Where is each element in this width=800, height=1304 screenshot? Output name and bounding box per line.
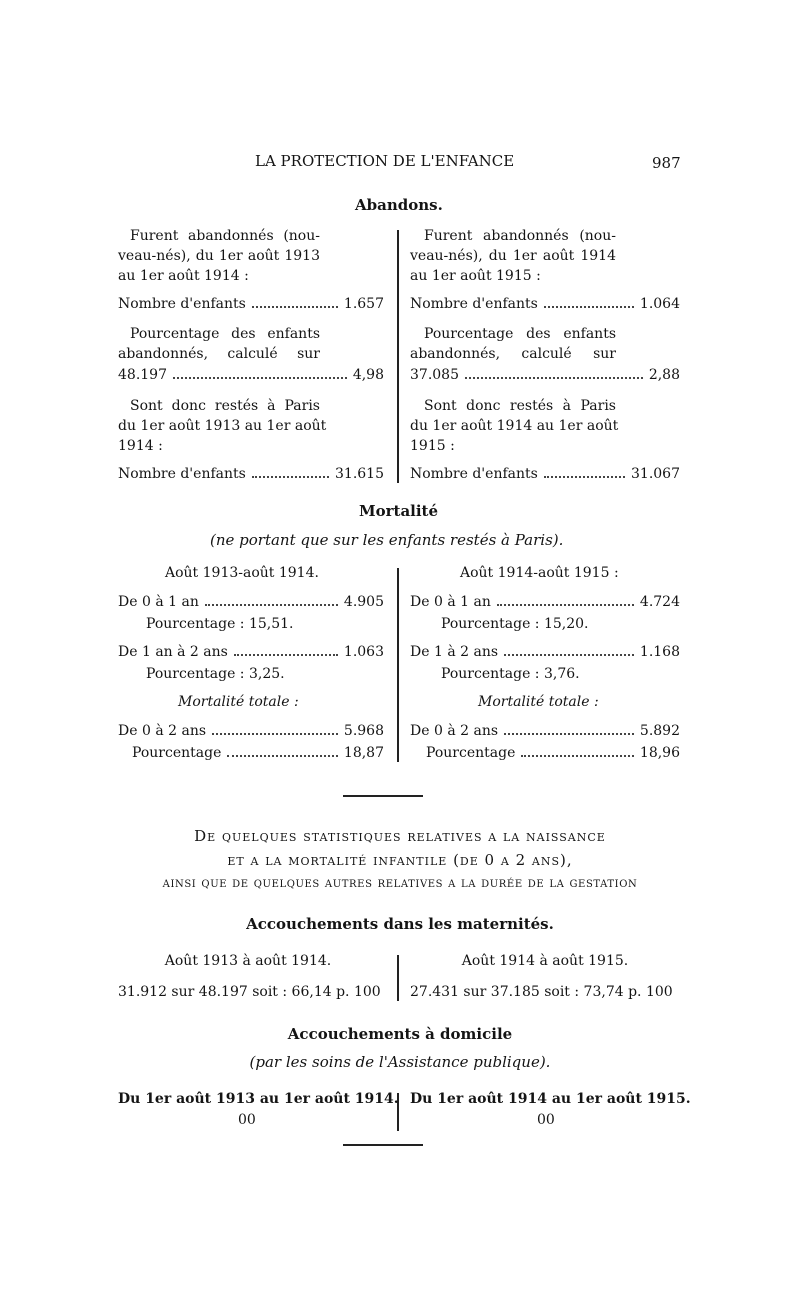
domicile-right-period: Du 1er août 1914 au 1er août 1915. xyxy=(410,1091,691,1107)
row-value: 1.657 xyxy=(343,296,384,312)
mortalite-right-r1 xyxy=(410,594,680,610)
row-value: 18,96 xyxy=(639,745,680,761)
abandons-left-remain-row xyxy=(118,466,384,482)
mortalite-right-r3 xyxy=(410,723,680,739)
row-label: Nombre d'enfants xyxy=(410,466,538,482)
row-label: 37.085 xyxy=(410,367,459,383)
section-heading-line2: et a la mortalité infantile (de 0 a 2 ans), xyxy=(227,851,573,869)
rest-line: 1915 : xyxy=(410,438,455,454)
row-label: 48.197 xyxy=(118,367,167,383)
row-label: De 0 à 2 ans xyxy=(410,723,499,739)
page-number: 987 xyxy=(652,154,681,172)
row-value: 5.892 xyxy=(639,723,680,739)
abandons-right-rest-text xyxy=(410,396,619,456)
row-value: 4.724 xyxy=(639,594,680,610)
intro-line: veau-nés), du 1er août 1914 xyxy=(410,248,616,264)
abandons-right-count-row xyxy=(410,296,680,312)
pct-line: abandonnés, calculé sur xyxy=(410,346,616,362)
column-divider xyxy=(397,955,399,1001)
row-value: 31.615 xyxy=(335,466,384,482)
rest-line: du 1er août 1913 au 1er août xyxy=(118,418,327,434)
maternites-right-period: Août 1914 à août 1915. xyxy=(461,953,629,969)
row-value: 18,87 xyxy=(343,745,384,761)
row-value: 2,88 xyxy=(648,367,680,383)
mortalite-left-r1 xyxy=(118,594,384,610)
abandons-left-count-row xyxy=(118,296,384,312)
mortalite-right-total-heading: Mortalité totale : xyxy=(478,694,599,710)
mortalite-right-r2 xyxy=(410,644,680,660)
mortalite-right-r2-pct: Pourcentage : 3,76. xyxy=(441,666,580,682)
intro-line: Furent abandonnés (nou- xyxy=(424,228,616,244)
section-title-domicile: Accouchements à domicile xyxy=(287,1025,513,1043)
pct-line: Pourcentage des enfants xyxy=(424,326,616,342)
row-value: 1.063 xyxy=(343,644,384,660)
section-title-abandons: Abandons. xyxy=(355,196,443,214)
mortalite-left-r1-pct: Pourcentage : 15,51. xyxy=(146,616,294,632)
abandons-left-pct-text xyxy=(118,324,320,364)
abandons-left-pct-row xyxy=(118,367,384,383)
rest-line: 1914 : xyxy=(118,438,163,454)
domicile-left-value: 00 xyxy=(238,1112,256,1128)
mortalite-left-r2-pct: Pourcentage : 3,25. xyxy=(146,666,285,682)
row-value: 5.968 xyxy=(343,723,384,739)
domicile-right-value: 00 xyxy=(537,1112,555,1128)
domicile-left-period: Du 1er août 1913 au 1er août 1914. xyxy=(118,1091,399,1107)
abandons-right-intro xyxy=(410,226,616,286)
row-label: De 1 an à 2 ans xyxy=(118,644,228,660)
maternites-right-value: 27.431 sur 37.185 soit : 73,74 p. 100 xyxy=(410,984,673,1000)
domicile-subtitle: (par les soins de l'Assistance publique). xyxy=(249,1053,551,1071)
rest-line: Sont donc restés à Paris xyxy=(424,398,616,414)
row-value: 31.067 xyxy=(631,466,680,482)
intro-line: au 1er août 1915 : xyxy=(410,268,541,284)
row-label: Nombre d'enfants xyxy=(118,296,246,312)
row-label: De 0 à 1 an xyxy=(118,594,199,610)
mortalite-left-r4 xyxy=(132,745,384,761)
column-divider xyxy=(397,230,399,483)
rest-line: du 1er août 1914 au 1er août xyxy=(410,418,619,434)
maternites-left-value: 31.912 sur 48.197 soit : 66,14 p. 100 xyxy=(118,984,381,1000)
maternites-left-period: Août 1913 à août 1914. xyxy=(164,953,332,969)
separator-rule xyxy=(343,795,423,797)
row-label: Pourcentage xyxy=(426,745,516,761)
mortalite-right-period: Août 1914-août 1915 : xyxy=(460,565,619,581)
row-label: Nombre d'enfants xyxy=(118,466,246,482)
section-title-mortalite: Mortalité xyxy=(359,502,439,520)
row-value: 1.064 xyxy=(639,296,680,312)
row-label: De 1 à 2 ans xyxy=(410,644,499,660)
row-label: Nombre d'enfants xyxy=(410,296,538,312)
row-value: 4.905 xyxy=(343,594,384,610)
mortalite-left-r2 xyxy=(118,644,384,660)
column-divider xyxy=(397,568,399,762)
separator-rule xyxy=(343,1144,423,1146)
mortalite-subtitle: (ne portant que sur les enfants restés à Paris). xyxy=(210,531,564,549)
mortalite-left-period: Août 1913-août 1914. xyxy=(165,565,319,581)
mortalite-right-r1-pct: Pourcentage : 15,20. xyxy=(441,616,589,632)
intro-line: au 1er août 1914 : xyxy=(118,268,249,284)
running-title: LA PROTECTION DE L'ENFANCE xyxy=(255,152,515,170)
section-title-maternites: Accouchements dans les maternités. xyxy=(246,915,554,933)
row-label: Pourcentage xyxy=(132,745,222,761)
row-value: 1.168 xyxy=(639,644,680,660)
abandons-right-pct-row xyxy=(410,367,680,383)
section-heading-line1: De quelques statistiques relatives a la naissance xyxy=(194,827,606,845)
abandons-right-pct-text xyxy=(410,324,616,364)
pct-line: Pourcentage des enfants xyxy=(130,326,320,342)
abandons-left-intro xyxy=(118,226,320,286)
pct-line: abandonnés, calculé sur xyxy=(118,346,320,362)
mortalite-left-total-heading: Mortalité totale : xyxy=(178,694,299,710)
abandons-right-remain-row xyxy=(410,466,680,482)
abandons-left-rest-text xyxy=(118,396,327,456)
intro-line: Furent abandonnés (nou- xyxy=(130,228,320,244)
section-heading-line3: ainsi que de quelques autres relatives a la durée de la gestation xyxy=(162,875,638,891)
row-value: 4,98 xyxy=(352,367,384,383)
mortalite-left-r3 xyxy=(118,723,384,739)
intro-line: veau-nés), du 1er août 1913 xyxy=(118,248,320,264)
row-label: De 0 à 2 ans xyxy=(118,723,207,739)
rest-line: Sont donc restés à Paris xyxy=(130,398,320,414)
mortalite-right-r4 xyxy=(426,745,680,761)
row-label: De 0 à 1 an xyxy=(410,594,491,610)
